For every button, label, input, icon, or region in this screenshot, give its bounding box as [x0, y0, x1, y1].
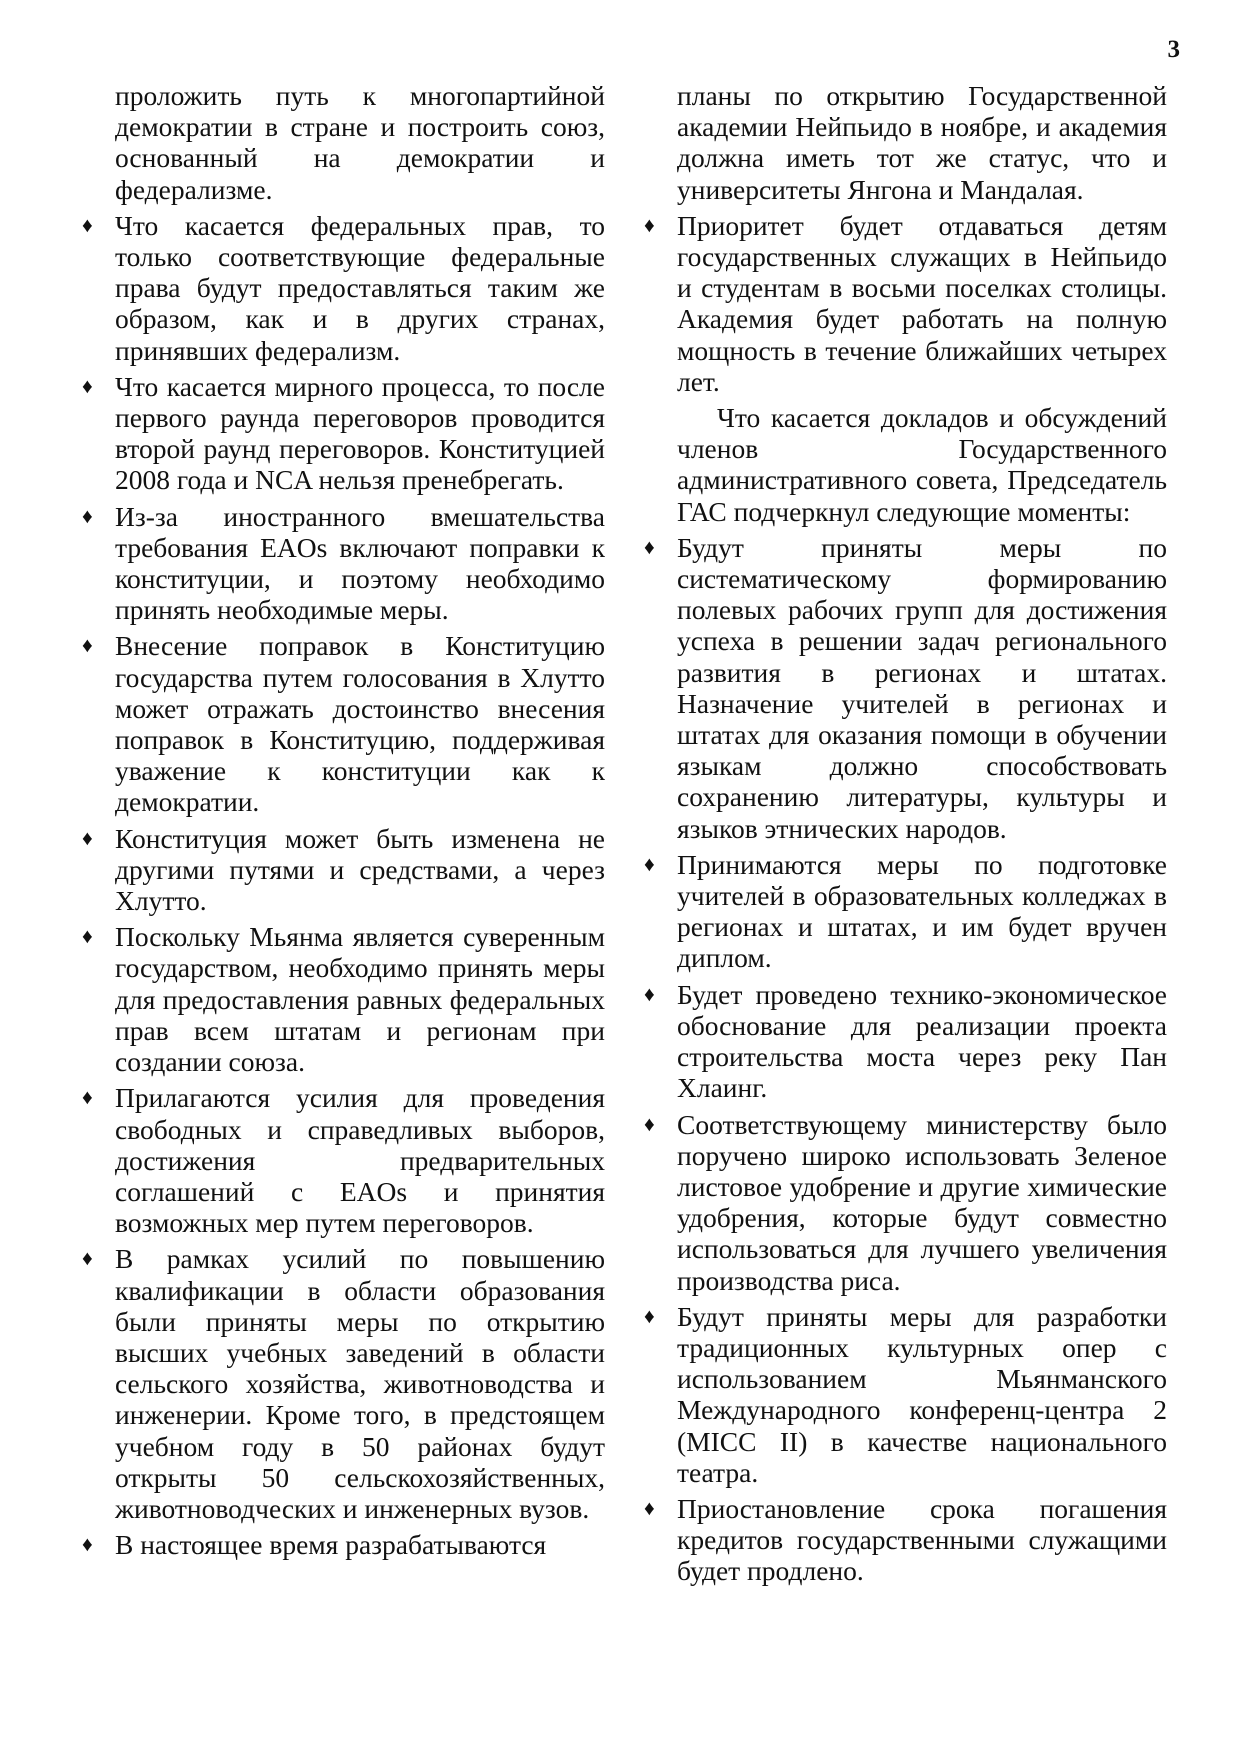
list-item: [644, 978, 1167, 1104]
list-item: [82, 1243, 605, 1524]
list-item-text: Будут приняты меры по систематическому формированию полевых рабочих групп для достижения успеха в решении задач регионального развития в регионах и штатах. Назначение учителей в регионах и штатах для оказания помощи в обучении языкам должно способствовать сохранению литературы, культуры и языков этнических народов.: [677, 531, 1167, 844]
bullet-icon: ♦: [644, 1111, 655, 1136]
bullet-icon: ♦: [644, 212, 655, 237]
body-paragraph: Что касается докладов и обсуждений членов Государственного административного совета, Председатель ГАС подчеркнул следующие моменты:: [677, 402, 1167, 527]
list-item: [82, 209, 605, 366]
list-item-text: Будет проведено технико-экономическое обоснование для реализации проекта строительства моста через реку Пан Хлаинг.: [677, 978, 1167, 1104]
bullet-icon: ♦: [82, 1246, 93, 1271]
bullet-icon: ♦: [82, 633, 93, 658]
bullet-icon: ♦: [82, 825, 93, 850]
left-lead-text: проложить путь к многопартийной демократии в стране и построить союз, основанный на демократии и федерализме.: [115, 80, 605, 205]
bullet-icon: ♦: [644, 534, 655, 559]
list-item: [644, 531, 1167, 844]
list-item-text: Конституция может быть изменена не другими путями и средствами, а через Хлутто.: [115, 822, 605, 917]
list-item: [82, 500, 605, 626]
list-item-text: Что касается федеральных прав, то только соответствующие федеральные права будут предоставляться таким же образом, как и в других странах, принявших федерализм.: [115, 209, 605, 366]
list-item: [644, 209, 1167, 397]
bullet-icon: ♦: [82, 503, 93, 528]
list-item: [644, 1300, 1167, 1488]
list-item-text: В настоящее время разрабатываются: [115, 1529, 547, 1561]
list-item: [82, 630, 605, 818]
list-item: [82, 1082, 605, 1239]
right-column: [644, 80, 1167, 1587]
list-item: [82, 822, 605, 917]
list-item: [644, 848, 1167, 974]
bullet-icon: ♦: [644, 1495, 655, 1520]
list-item-text: Приоритет будет отдаваться детям государственных служащих в Нейпьидо и студентам в восьми поселках столицы. Академия будет работать на полную мощность в течение ближайших четырех лет.: [677, 209, 1167, 397]
list-item-text: Что касается мирного процесса, то после первого раунда переговоров проводится второй раунд переговоров. Конституцией 2008 года и NCA нельзя пренебрегать.: [115, 370, 605, 496]
left-column: [82, 80, 605, 1561]
list-item-text: Будут приняты меры для разработки традиционных культурных опер с использованием Мьянманского Международного конференц-центра 2 (MICC II) в качестве национального театра.: [677, 1300, 1167, 1488]
list-item-text: Поскольку Мьянма является суверенным государством, необходимо принять меры для предоставления равных федеральных прав всем штатам и регионам при создании союза.: [115, 921, 605, 1078]
list-item-text: В рамках усилий по повышению квалификации в области образования были приняты меры по открытию высших учебных заведений в области сельского хозяйства, животноводства и инженерии. Кроме того, в предстоящем учебном году в 50 районах будут открыты 50 сельскохозяйственных, животноводческих и инженерных вузов.: [115, 1243, 605, 1524]
list-item: [82, 921, 605, 1078]
list-item-text: Соответствующему министерству было поручено широко использовать Зеленое листовое удобрение и другие химические удобрения, которые будут совместно использоваться для лучшего увеличения производства риса.: [677, 1108, 1167, 1296]
bullet-icon: ♦: [644, 1303, 655, 1328]
list-item-text: Принимаются меры по подготовке учителей в образовательных колледжах в регионах и штатах, и им будет вручен диплом.: [677, 848, 1167, 974]
bullet-icon: ♦: [82, 1532, 93, 1557]
right-lead-text: планы по открытию Государственной академии Нейпьидо в ноябре, и академия должна иметь тот же статус, что и университеты Янгона и Мандалая.: [677, 80, 1167, 205]
bullet-icon: ♦: [82, 1085, 93, 1110]
bullet-icon: ♦: [644, 981, 655, 1006]
bullet-icon: ♦: [644, 851, 655, 876]
list-item-text: Приостановление срока погашения кредитов государственными служащими будет продлено.: [677, 1492, 1167, 1587]
list-item: [644, 1492, 1167, 1587]
bullet-icon: ♦: [82, 373, 93, 398]
list-item: [82, 370, 605, 496]
list-item-text: Из-за иностранного вмешательства требования EAOs включают поправки к конституции, и поэтому необходимо принять необходимые меры.: [115, 500, 605, 626]
page-number: 3: [1167, 36, 1180, 63]
bullet-icon: ♦: [82, 212, 93, 237]
bullet-icon: ♦: [82, 924, 93, 949]
list-item: [82, 1529, 605, 1561]
list-item-text: Внесение поправок в Конституцию государства путем голосования в Хлутто может отражать достоинство внесения поправок в Конституцию, поддерживая уважение к конституции как к демократии.: [115, 630, 605, 818]
list-item: [644, 1108, 1167, 1296]
list-item-text: Прилагаются усилия для проведения свободных и справедливых выборов, достижения предварительных соглашений с EAOs и принятия возможных мер путем переговоров.: [115, 1082, 605, 1239]
